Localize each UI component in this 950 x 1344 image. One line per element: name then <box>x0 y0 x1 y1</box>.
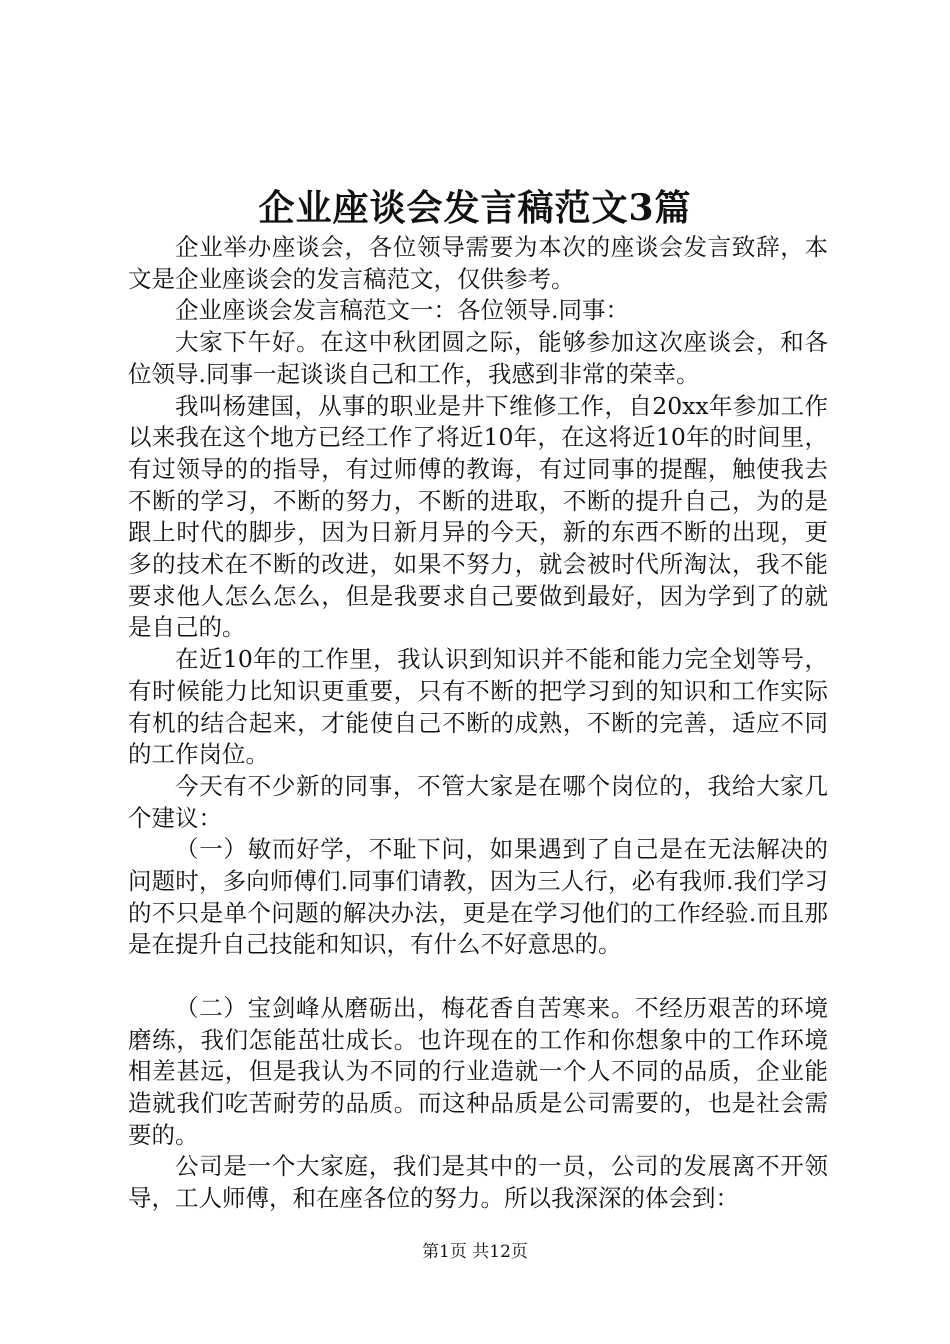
paragraph-intro: 企业举办座谈会，各位领导需要为本次的座谈会发言致辞，本文是企业座谈会的发言稿范文，仅供参考。 <box>128 233 828 293</box>
paragraph-suggestion-one: （一）敏而好学，不耻下问，如果遇到了自己是在无法解决的问题时，多向师傅们.同事们请教，因为三人行，必有我师.我们学习的不只是单个问题的解决办法，更是在学习他们的工作经验.而且那是在提升自己技能和知识，有什么不好意思的。 <box>128 835 828 959</box>
paragraph-greeting: 大家下午好。在这中秋团圆之际，能够参加这次座谈会，和各位领导.同事一起谈谈自己和工作，我感到非常的荣幸。 <box>128 328 828 388</box>
document-title: 企业座谈会发言稿范文3篇 <box>258 187 692 229</box>
document-body <box>128 232 828 1215</box>
paragraph-suggestions-intro: 今天有不少新的同事，不管大家是在哪个岗位的，我给大家几个建议： <box>128 771 828 832</box>
paragraph-self-introduction: 我叫杨建国，从事的职业是井下维修工作，自20xx年参加工作以来我在这个地方已经工作了将近10年，在这将近10年的时间里，有过领导的的指导，有过师傅的教诲，有过同事的提醒，触使我去不断的学习，不断的努力，不断的进取，不断的提升自己，为的是跟上时代的脚步，因为日新月异的今天，新的东西不断的出现，更多的技术在不断的改进，如果不努力，就会被时代所淘汰，我不能要求他人怎么怎么，但是我要求自己要做到最好，因为学到了的就是自己的。 <box>128 391 828 642</box>
paragraph-salutation: 企业座谈会发言稿范文一：各位领导.同事： <box>175 296 629 325</box>
page-number-footer: 第1页 共12页 <box>422 1242 528 1262</box>
paragraph-company-family: 公司是一个大家庭，我们是其中的一员，公司的发展离不开领导，工人师傅，和在座各位的努力。所以我深深的体会到： <box>128 1152 828 1213</box>
paragraph-suggestion-two: （二）宝剑峰从磨砺出，梅花香自苦寒来。不经历艰苦的环境磨练，我们怎能茁壮成长。也许现在的工作和你想象中的工作环境相差甚远，但是我认为不同的行业造就一个人不同的品质，企业能造就我们吃苦耐劳的品质。而这种品质是公司需要的，也是社会需要的。 <box>128 993 828 1149</box>
paragraph-knowledge-ability: 在近10年的工作里，我认识到知识并不能和能力完全划等号，有时候能力比知识更重要，只有不断的把学习到的知识和工作实际有机的结合起来，才能使自己不断的成熟，不断的完善，适应不同的工作岗位。 <box>128 645 828 769</box>
